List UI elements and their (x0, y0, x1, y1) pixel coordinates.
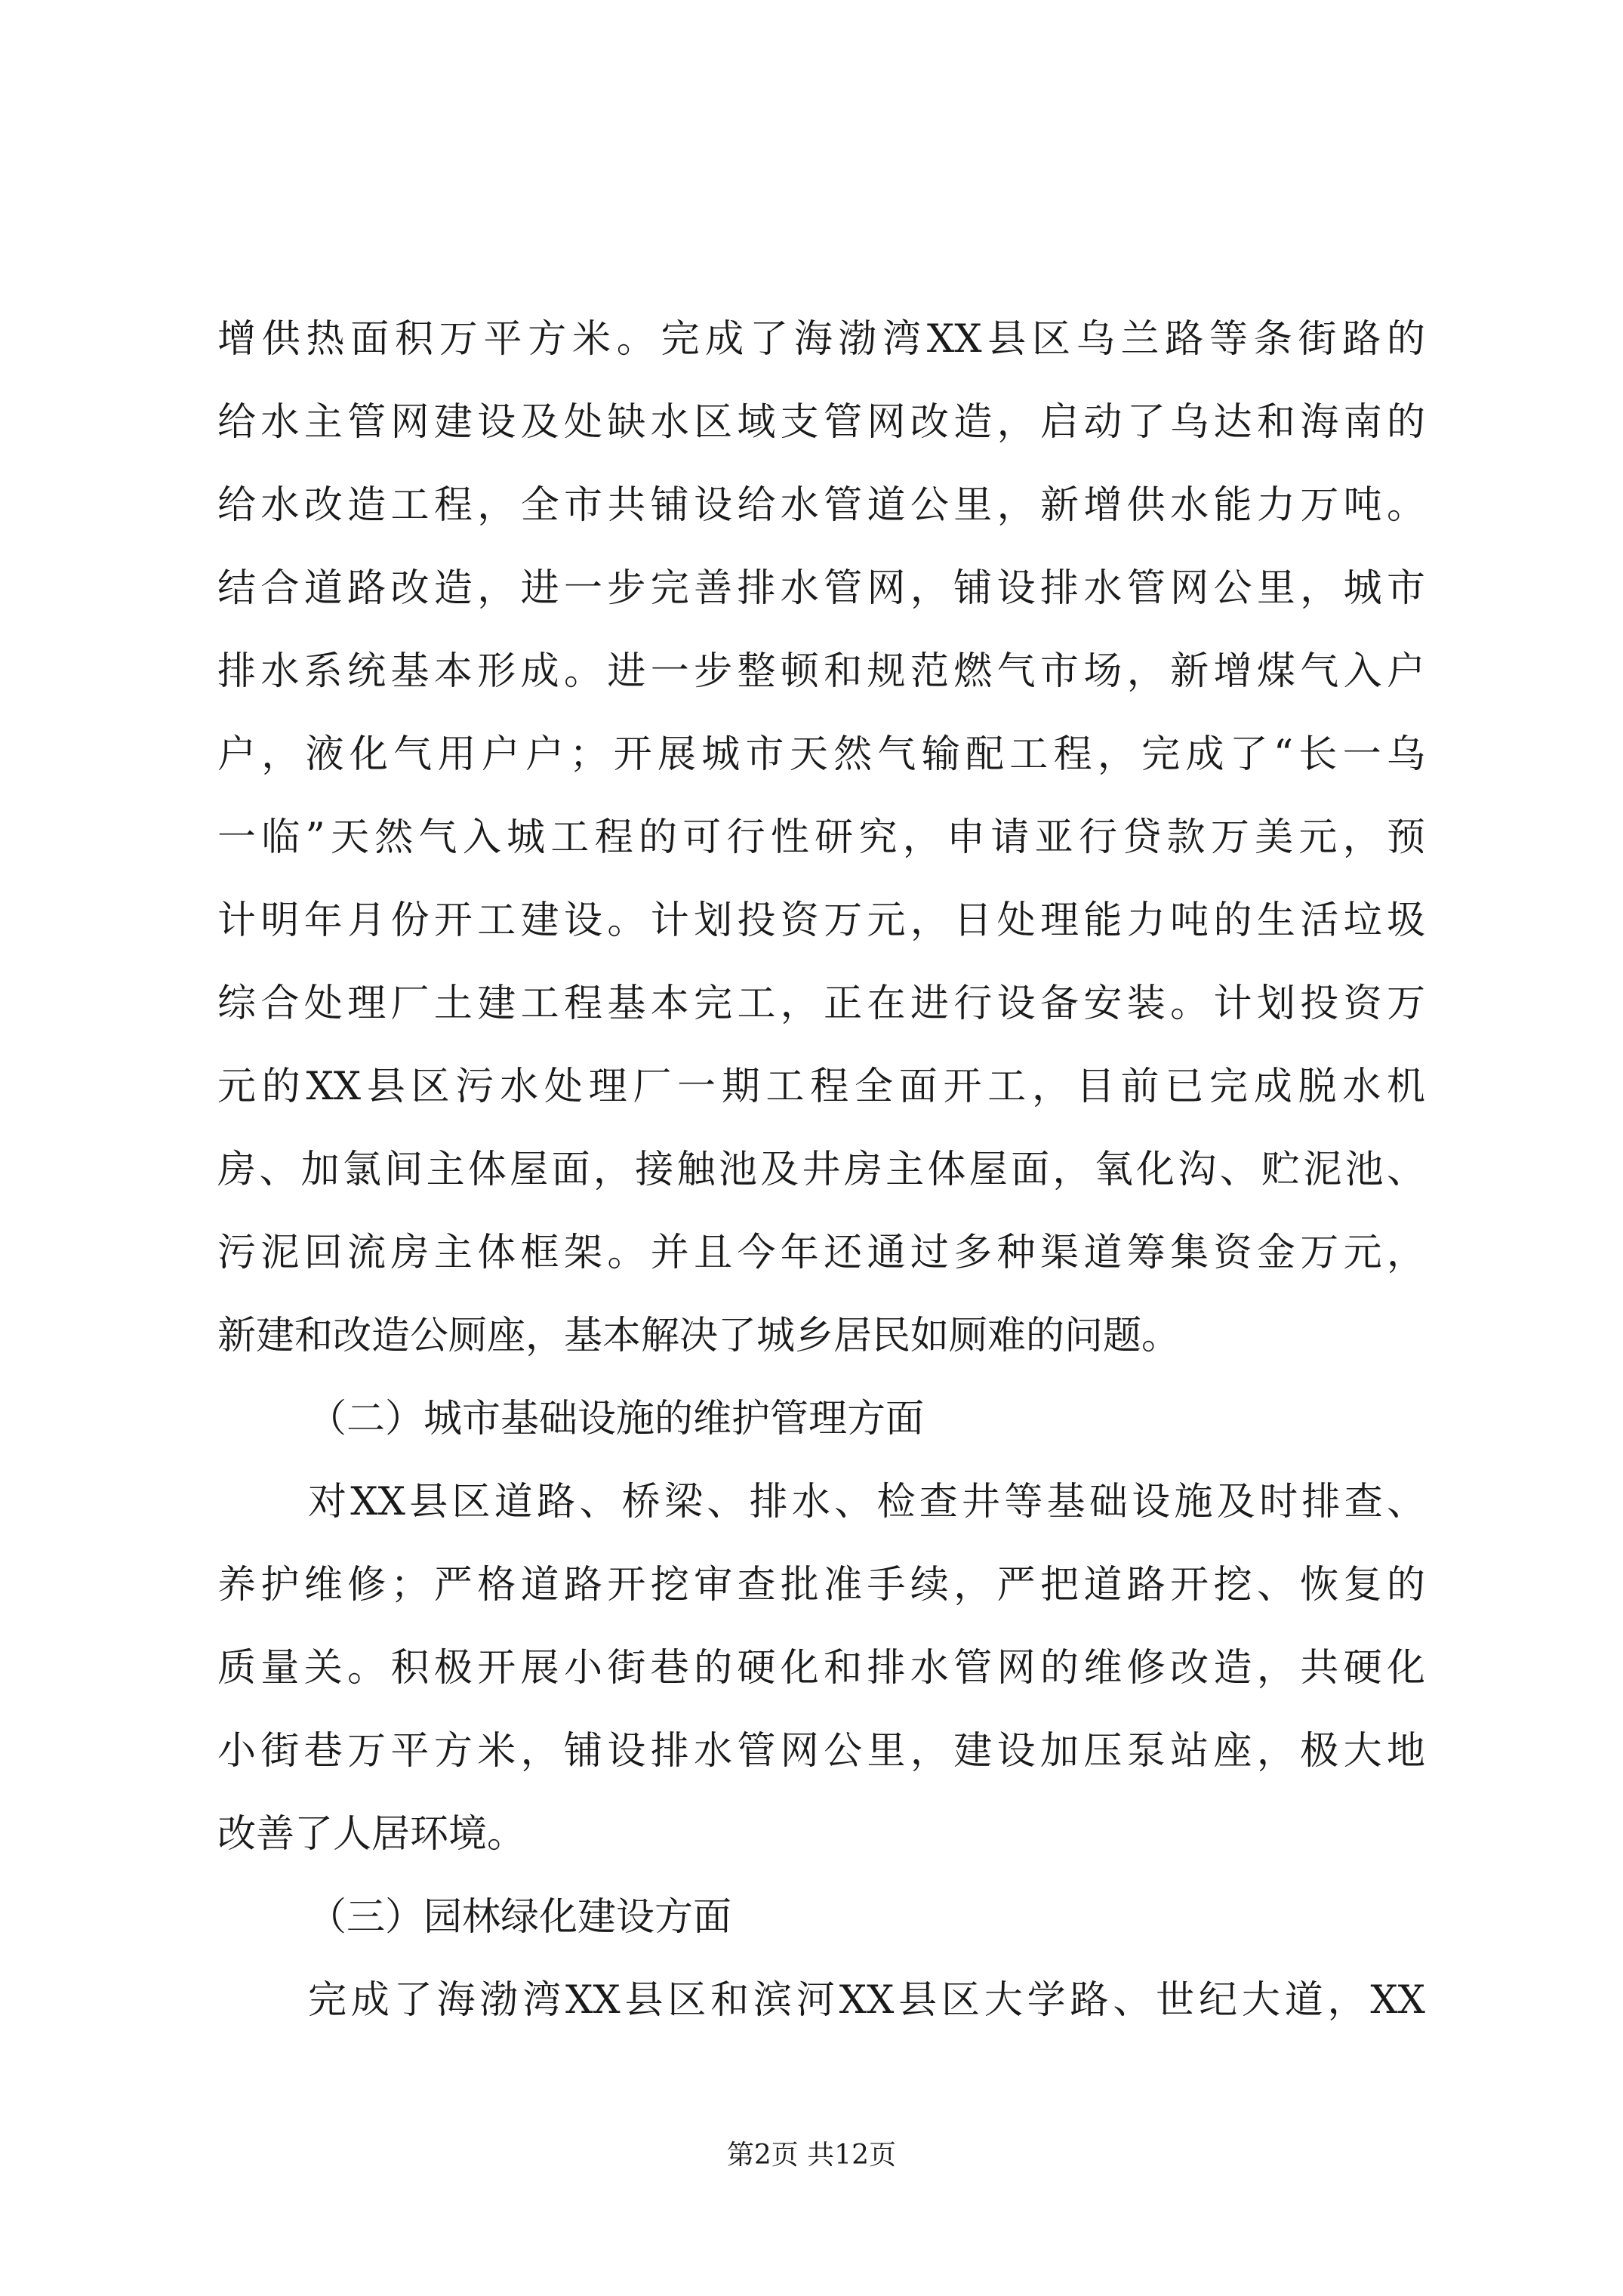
paragraph-line: 综合处理厂土建工程基本完工，正在进行设备安装。计划投资万 (217, 982, 1425, 1026)
paragraph-line: 养护维修；严格道路开挖审查批准手续，严把道路开挖、恢复的 (217, 1563, 1425, 1607)
paragraph-line: 一临”天然气入城工程的可行性研究，申请亚行贷款万美元，预 (217, 815, 1425, 860)
paragraph-line: 质量关。积极开展小街巷的硬化和排水管网的维修改造，共硬化 (217, 1646, 1425, 1690)
paragraph-line: 改善了人居环境。 (217, 1812, 526, 1857)
paragraph-line: 增供热面积万平方米。完成了海渤湾XX县区乌兰路等条街路的 (217, 317, 1425, 362)
paragraph-line: 新建和改造公厕座，基本解决了城乡居民如厕难的问题。 (217, 1314, 1181, 1358)
paragraph-line: 排水系统基本形成。进一步整顿和规范燃气市场，新增煤气入户 (217, 649, 1425, 694)
paragraph-line: 元的XX县区污水处理厂一期工程全面开工，目前已完成脱水机 (217, 1065, 1425, 1109)
paragraph-line: 对XX县区道路、桥梁、排水、检查井等基础设施及时排查、 (308, 1480, 1425, 1524)
paragraph-line: 污泥回流房主体框架。并且今年还通过多种渠道筹集资金万元， (217, 1231, 1425, 1275)
paragraph-line: 户，液化气用户户；开展城市天然气输配工程，完成了“长一乌 (217, 732, 1425, 777)
paragraph-line: 完成了海渤湾XX县区和滨河XX县区大学路、世纪大道，XX (308, 1978, 1425, 2023)
paragraph-line: 给水主管网建设及处缺水区域支管网改造，启动了乌达和海南的 (217, 400, 1425, 445)
page-number-footer: 第2页 共12页 (726, 2140, 897, 2171)
body-text (217, 298, 1425, 2042)
paragraph-line: 小街巷万平方米，铺设排水管网公里，建设加压泵站座，极大地 (217, 1729, 1425, 1774)
paragraph-line: 房、加氯间主体屋面，接触池及井房主体屋面，氧化沟、贮泥池、 (217, 1148, 1425, 1192)
paragraph-line: 计明年月份开工建设。计划投资万元，日处理能力吨的生活垃圾 (217, 898, 1425, 943)
paragraph-line: 结合道路改造，进一步完善排水管网，铺设排水管网公里，城市 (217, 566, 1425, 611)
section-heading: （二）城市基础设施的维护管理方面 (308, 1397, 925, 1441)
paragraph-line: 给水改造工程，全市共铺设给水管道公里，新增供水能力万吨。 (217, 483, 1425, 528)
section-heading: （三）园林绿化建设方面 (308, 1895, 732, 1940)
